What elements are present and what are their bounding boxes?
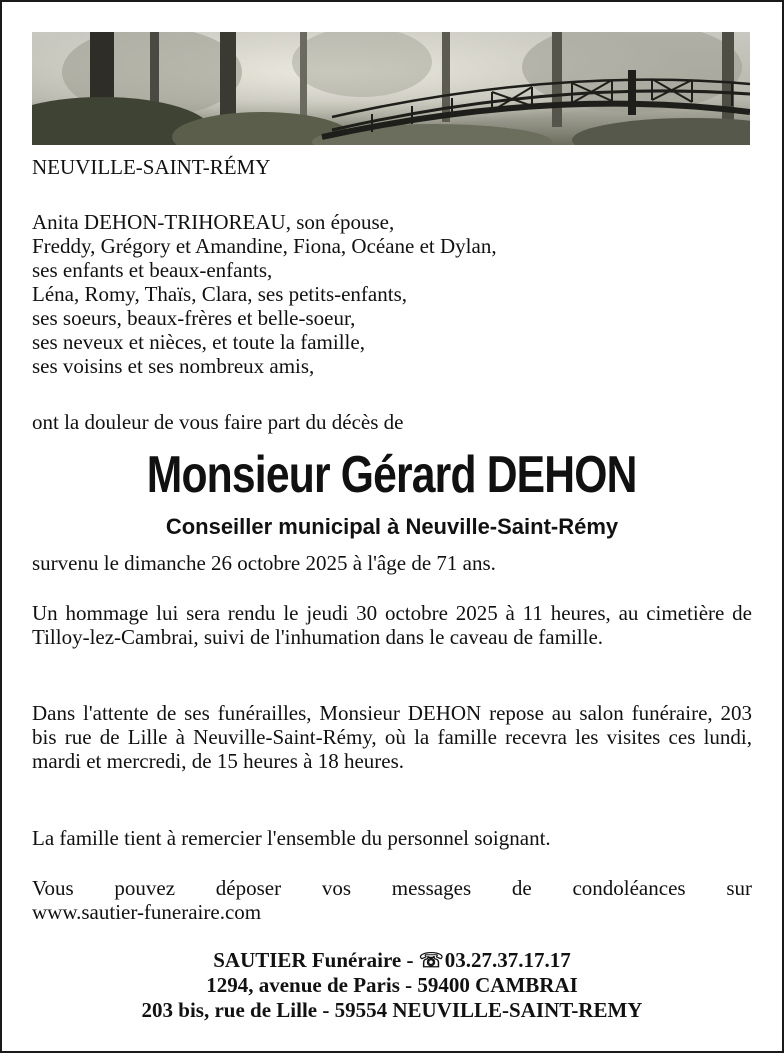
condolences-url[interactable]: www.sautier-funeraire.com [32,900,262,924]
family-line: Freddy, Grégory et Amandine, Fiona, Océane et Dylan, [32,234,497,258]
deceased-name: Monsieur Gérard DEHON [147,446,637,504]
company-name: SAUTIER Funéraire - [213,948,419,972]
family-line: ses soeurs, beaux-frères et belle-soeur, [32,306,356,330]
family-line: Léna, Romy, Thaïs, Clara, ses petits-enfants, [32,282,407,306]
town-name: NEUVILLE-SAINT-RÉMY [32,155,271,179]
banner-image [32,32,750,145]
condolences-paragraph [32,876,752,924]
thanks-paragraph: La famille tient à remercier l'ensemble du personnel soignant. [32,826,551,850]
family-list [32,210,752,378]
tribute-paragraph: Un hommage lui sera rendu le jeudi 30 octobre 2025 à 11 heures, au cimetière de Tilloy-lez-Cambrai, suivi de l'inhumation dans le caveau de famille. [32,601,752,649]
family-line: ses voisins et ses nombreux amis, [32,354,315,378]
family-line: ses neveux et nièces, et toute la famille, [32,330,365,354]
death-info: survenu le dimanche 26 octobre 2025 à l'âge de 71 ans. [32,551,496,575]
visitation-paragraph: Dans l'attente de ses funérailles, Monsieur DEHON repose au salon funéraire, 203 bis rue de Lille à Neuville-Saint-Rémy, où la famille recevra les visites ces lundi, mardi et mercredi, de 15 heures à 18 heures. [32,701,752,773]
footer-address-neuville: 203 bis, rue de Lille - 59554 NEUVILLE-SAINT-REMY [141,998,643,1022]
announcement: ont la douleur de vous faire part du décès de [32,410,404,434]
phone-icon: ☏ [418,950,444,972]
footer-company-line [0,948,784,973]
family-line: Anita DEHON-TRIHOREAU, son épouse, [32,210,395,234]
condolences-text: Vous pouvez déposer vos messages de condoléances sur [32,876,752,900]
phone-number: 03.27.37.17.17 [444,948,571,972]
family-line: ses enfants et beaux-enfants, [32,258,273,282]
footer-address-cambrai: 1294, avenue de Paris - 59400 CAMBRAI [206,973,578,997]
deceased-role: Conseiller municipal à Neuville-Saint-Rémy [165,514,619,539]
